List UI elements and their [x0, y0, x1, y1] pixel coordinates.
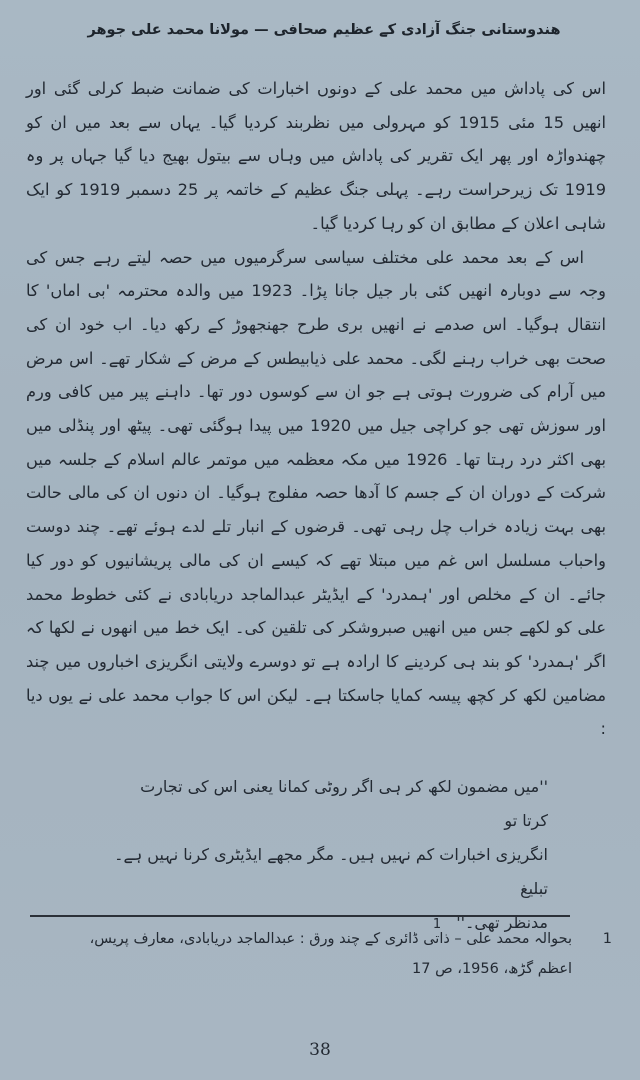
footnote-divider: [30, 915, 570, 917]
footnote: [30, 924, 612, 984]
paragraph-1: اس کی پاداش میں محمد علی کے دونوں اخبارات کی ضمانت ضبط کرلی گئی اور انھیں 15 مئی 1915 کو مہرولی میں نظربند کردیا گیا۔ یہاں سے بعد میں ان کو چھندواڑہ اور پھر ایک تقریر کی پاداش میں وہاں سے بیتول بھیج دیا گیا جہاں پر وہ 1919 تک زیرحراست رہے۔ پہلی جنگ عظیم کے خاتمہ پر 25 دسمبر 1919 کو ایک شاہی اعلان کے مطابق ان کو رہا کردیا گیا۔: [26, 79, 606, 233]
footnote-line-2: اعظم گڑھ، 1956، ص 17: [412, 961, 572, 977]
footnote-reference: 1: [432, 917, 442, 932]
footnote-text-1: بحوالہ محمد علی – ذاتی ڈائری کے چند ورق : عبدالماجد دریابادی، معارف پریس،: [89, 931, 572, 947]
footnote-line-1: [30, 924, 612, 954]
paragraph-2: اس کے بعد محمد علی مختلف سیاسی سرگرمیوں میں حصہ لیتے رہے جس کی وجہ سے دوبارہ انھیں کئی بار جیل جانا پڑا۔ 1923 میں والدہ محترمہ 'بی اماں' کا انتقال ہوگیا۔ اس صدمے نے انھیں بری طرح جھنجھوڑ کے رکھ دیا۔ اب خود ان کی صحت بھی خراب رہنے لگی۔ محمد علی ذیابیطس کے مرض کے شکار تھے۔ اس مرض میں آرام کی ضرورت ہوتی ہے جو ان سے کوسوں دور تھا۔ داہنے پیر میں کافی ورم اور سوزش تھی جو کراچی جیل میں 1920 میں پیدا ہوگئی تھی۔ پیٹھ اور پنڈلی میں بھی اکثر درد رہتا تھا۔ 1926 میں مکہ معظمہ میں موتمر عالم اسلام کے جلسہ میں شرکت کے دوران ان کے جسم کا آدھا حصہ مفلوج ہوگیا۔ ان دنوں ان کی مالی حالت بھی بہت زیادہ خراب چل رہی تھی۔ قرضوں کے انبار تلے لدے ہوئے تھے۔ چند دوست واحباب مسلسل اس غم میں مبتلا تھے کہ کیسے ان کی مالی پریشانیوں کو دور کیا جائے۔ ان کے مخلص اور 'ہمدرد' کے ایڈیٹر عبدالماجد دریابادی نے کئی خطوط محمد علی کو لکھے جس میں انھیں صبروشکر کی تلقین کی۔ ایک خط میں انھوں نے لکھا کہ اگر 'ہمدرد' کو بند ہی کردینے کا ارادہ ہے تو دوسرے ولایتی انگریزی اخباروں میں چند مضامین لکھ کر کچھ پیسہ کمایا جاسکتا ہے۔ لیکن اس کا جواب محمد علی نے یوں دیا :: [26, 247, 606, 739]
footnote-marker: 1: [602, 931, 612, 947]
running-header: ھندوستانی جنگ آزادی کے عظیم صحافی — مولانا محمد علی جوھر: [87, 22, 561, 38]
page-number: 38: [309, 1040, 331, 1060]
body-text: [26, 72, 606, 746]
quote-line-2: انگریزی اخبارات کم نہیں ہیں۔ مگر مجھے ایڈیٹری کرنا نہیں ہے۔ تبلیغ: [114, 845, 548, 898]
quote-line-1: ''میں مضمون لکھ کر ہی اگر روٹی کمانا یعنی اس کی تجارت کرتا تو: [140, 777, 548, 830]
quote-line-3-text: مدنظر تھی۔'': [456, 913, 548, 932]
